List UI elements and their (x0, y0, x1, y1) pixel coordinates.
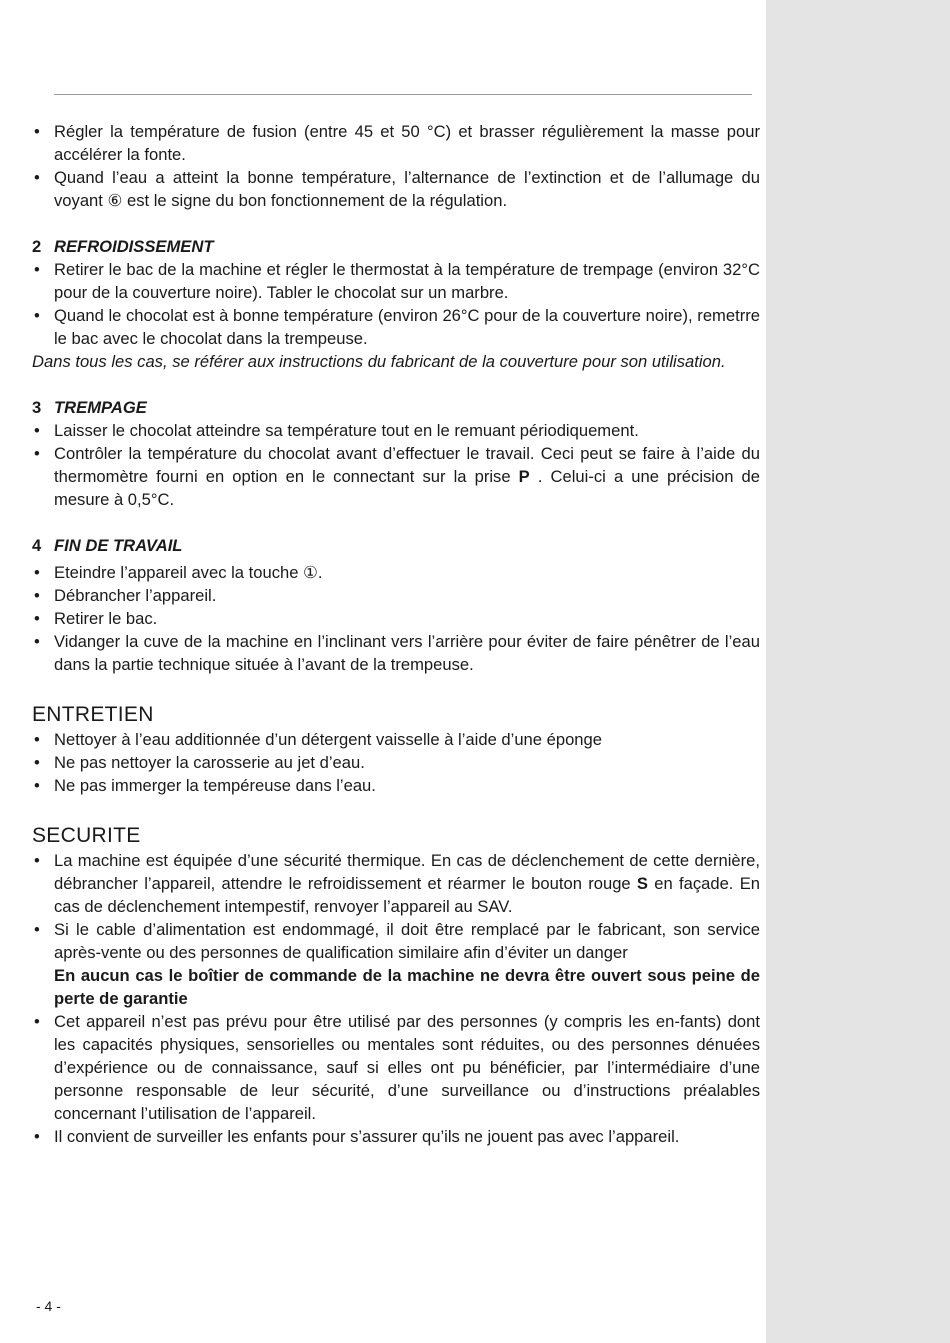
page-number: - 4 - (36, 1298, 61, 1314)
list-item: • Quand le chocolat est à bonne température (environ 26°C pour de la couverture noire), remetrre le bac avec le chocolat dans la trempeuse. (32, 304, 760, 350)
list-item: • Ne pas nettoyer la carosserie au jet d’eau. (32, 751, 760, 774)
section-title: TREMPAGE (54, 398, 147, 417)
securite-list (32, 849, 760, 1148)
heading-securite: SECURITE (32, 824, 141, 847)
side-band (766, 0, 950, 1343)
list-item: • Cet appareil n’est pas prévu pour être utilisé par des personnes (y compris les en-fants) dont les capacités physiques, sensorielles ou mentales sont réduites, ou des personnes dénuées d’expérience ou de connaissance, sauf si elles ont pu bénéficier, par l’intermédiaire d’une personne responsable de leur sécurité, d’une surveillance ou d’instructions préalables concernant l’utilisation de l’appareil. (32, 1010, 760, 1125)
list-item (32, 849, 760, 918)
list-item: • Laisser le chocolat atteindre sa température tout en le remuant périodiquement. (32, 419, 760, 442)
list-item: • Ne pas immerger la tempéreuse dans l’eau. (32, 774, 760, 797)
section-title: FIN DE TRAVAIL (54, 536, 183, 555)
refroidissement-list (32, 258, 760, 350)
heading-entretien: ENTRETIEN (32, 703, 154, 726)
item-text: Contrôler la température du chocolat avant d’effectuer le travail. Ceci peut se faire à l’aide du thermomètre fourni en option en le connectant sur la prise (54, 444, 760, 486)
warning-text: En aucun cas le boîtier de commande de la machine ne devra être ouvert sous peine de perte de garantie (54, 966, 760, 1008)
list-item: • Débrancher l’appareil. (32, 584, 760, 607)
item-text: en façade. En cas de déclenchement intempestif, renvoyer l’appareil au SAV. (54, 874, 760, 916)
list-item (32, 918, 760, 1010)
item-text: La machine est équipée d’une sécurité thermique. En cas de déclenchement de cette dernière, débrancher l’appareil, attendre le refroidissement et réarmer le bouton rouge (54, 851, 760, 893)
plug-label: P (518, 467, 530, 486)
list-item: • Retirer le bac de la machine et régler le thermostat à la température de trempage (environ 32°C pour de la couverture noire). Tabler le chocolat sur un marbre. (32, 258, 760, 304)
section-heading-refroidissement (32, 235, 760, 258)
list-item: • Nettoyer à l’eau additionnée d’un détergent vaisselle à l’aide d’une éponge (32, 728, 760, 751)
list-item: • Retirer le bac. (32, 607, 760, 630)
list-item: • Vidanger la cuve de la machine en l’inclinant vers l’arrière pour éviter de faire pénêtrer de l’eau dans la partie technique située à l’avant de la trempeuse. (32, 630, 760, 676)
section-number: 3 (32, 398, 42, 417)
section-heading-fin (32, 534, 760, 557)
section-number: 4 (32, 536, 42, 555)
section-heading-trempage (32, 396, 760, 419)
list-item: • Eteindre l’appareil avec la touche ①. (32, 561, 760, 584)
fin-list (32, 561, 760, 676)
entretien-list (32, 728, 760, 797)
list-item: • Il convient de surveiller les enfants pour s’assurer qu’ils ne jouent pas avec l’appareil. (32, 1125, 760, 1148)
item-text: . Celui-ci a une précision de mesure à 0,5°C. (54, 467, 760, 509)
page-content (32, 120, 760, 1148)
trempage-list (32, 419, 760, 511)
section-number: 2 (32, 237, 42, 256)
note-text: Dans tous les cas, se référer aux instructions du fabricant de la couverture pour son utilisation. (32, 352, 726, 371)
section-title: REFROIDISSEMENT (54, 237, 214, 256)
list-item: • Régler la température de fusion (entre 45 et 50 °C) et brasser régulièrement la masse pour accélérer la fonte. (32, 120, 760, 166)
top-rule (54, 94, 752, 95)
fusion-list (32, 120, 760, 212)
list-item (32, 442, 760, 511)
button-label: S (636, 874, 648, 893)
item-text: Si le cable d’alimentation est endommagé, il doit être remplacé par le fabricant, son service après-vente ou des personnes de qualification similaire afin d’éviter un danger (54, 920, 760, 962)
list-item: • Quand l’eau a atteint la bonne température, l’alternance de l’extinction et de l’allumage du voyant ⑥ est le signe du bon fonctionnement de la régulation. (32, 166, 760, 212)
